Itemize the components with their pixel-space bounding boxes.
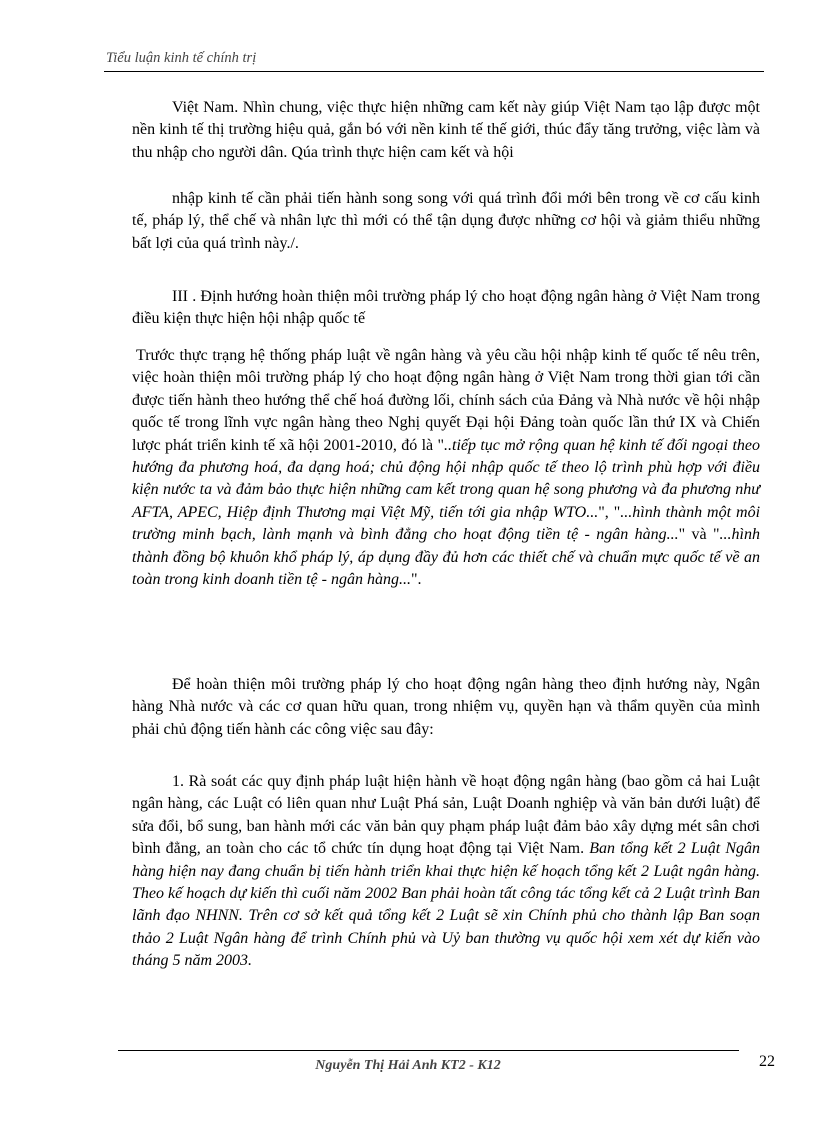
footer-divider (118, 1050, 739, 1051)
paragraph-integration: nhập kinh tế cần phải tiến hành song song với quá trình đổi mới bên trong về cơ cấu kinh tế, pháp lý, thể chế và nhân lực thì mới có thể tận dụng được những cơ hội và giảm thiểu những bất lợi của quá trình này./. (132, 190, 760, 252)
page-number: 22 (759, 1053, 775, 1070)
orientation-quote-2: ...hình thành một môi trường minh bạch, lành mạnh và bình đẳng cho hoạt động tiền tệ - ngân hàng... (132, 503, 761, 544)
paragraph-task-1 (132, 771, 760, 973)
orientation-lead-text: Trước thực trạng hệ thống pháp luật về ngân hàng và yêu cầu hội nhập kinh tế quốc tế nêu trên, việc hoàn thiện môi trường pháp lý cho hoạt động ngân hàng ở Việt Nam trong thời gian tới cần được tiến hành theo hướng thể chế hoá đường lối, chính sách của Đảng và Nhà nước về hội nhập quốc tế trong lĩnh vực ngân hàng theo Nghị quyết Đại hội Đảng toàn quốc lần thứ IX và Chiến lược phát triển kinh tế xã hội 2001-2010, đó là " (132, 347, 760, 454)
orientation-quote-1: ..tiếp tục mở rộng quan hệ kinh tế đối ngoại theo hướng đa phương hoá, đa dạng hoá; chủ động hội nhập quốc tế theo lộ trình phù hợp với điều kiện nước ta và đảm bảo thực hiện những cam kết trong quan hệ song phương và đa phương như AFTA, APEC, Hiệp định Thương mại Việt Mỹ, tiến tới gia nhập WTO... (132, 436, 760, 521)
paragraph-tasks-intro: Để hoàn thiện môi trường pháp lý cho hoạt động ngân hàng theo định hướng này, Ngân hàng Nhà nước và các cơ quan hữu quan, trong nhiệm vụ, quyền hạn và thẩm quyền của mình phải chủ động tiến hành các công việc sau đây: (132, 676, 760, 738)
task-1-italic-text: Ban tổng kết 2 Luật Ngân hàng hiện nay đang chuẩn bị tiến hành triển khai thực hiện kế hoạch tổng kết 2 Luật ngân hàng. Theo kế hoạch dự kiến thì cuối năm 2002 Ban phải hoàn tất công tác tổng kết cả 2 Luật trình Ban lãnh đạo NHNN. Trên cơ sở kết quả tổng kết 2 Luật sẽ xin Chính phủ cho thành lập Ban soạn thảo 2 Luật Ngân hàng để trình Chính phủ và Uỷ ban thường vụ quốc hội xem xét dự kiến vào tháng 5 năm 2003. (132, 840, 761, 970)
paragraph-continuation: Việt Nam. Nhìn chung, việc thực hiện những cam kết này giúp Việt Nam tạo lập được một nền kinh tế thị trường hiệu quả, gắn bó với nền kinh tế thế giới, thúc đẩy tăng trưởng, việc làm và thu nhập cho người dân. Qúa trình thực hiện cam kết và hội (132, 99, 760, 161)
paragraph-orientation (132, 345, 760, 591)
orientation-separator-2: " và " (678, 526, 720, 544)
header-divider (104, 71, 764, 72)
footer-author: Nguyễn Thị Hải Anh KT2 - K12 (315, 1058, 501, 1073)
orientation-quote-3: ...hình thành đồng bộ khuôn khổ pháp lý, áp dụng đầy đủ hơn các thiết chế và chuẩn mực quốc tế về an toàn trong kinh doanh tiền tệ - ngân hàng... (132, 526, 760, 589)
orientation-separator-1: ", " (598, 503, 621, 521)
section-heading-iii: III . Định hướng hoàn thiện môi trường pháp lý cho hoạt động ngân hàng ở Việt Nam trong điều kiện thực hiện hội nhập quốc tế (132, 288, 760, 328)
running-header: Tiểu luận kinh tế chính trị (106, 50, 257, 66)
orientation-end: ". (410, 571, 422, 589)
task-1-text: 1. Rà soát các quy định pháp luật hiện hành về hoạt động ngân hàng (bao gồm cả hai Luật ngân hàng, các Luật có liên quan như Luật Phá sản, Luật Doanh nghiệp và văn bản dưới luật) để sửa đổi, bổ sung, ban hành mới các văn bản quy phạm pháp luật đảm bảo xây dựng mét sân chơi bình đẳng, an toàn cho các tổ chức tín dụng hoạt động tại Việt Nam. (132, 773, 760, 858)
